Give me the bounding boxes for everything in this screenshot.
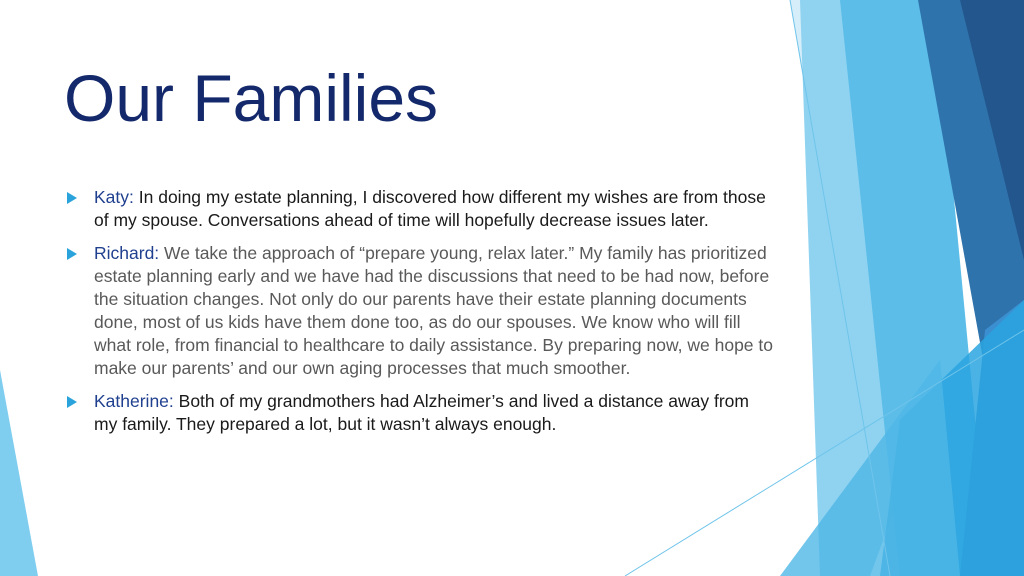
- speaker-name: Richard:: [94, 243, 160, 263]
- bullet-item-richard: [66, 242, 776, 380]
- bullet-item-katy: [66, 186, 776, 232]
- bullet-arrow-icon: [67, 396, 77, 408]
- bullet-arrow-icon: [67, 192, 77, 204]
- bullet-text: Both of my grandmothers had Alzheimer’s and lived a distance away from my family. They prepared a lot, but it wasn’t always enough.: [94, 391, 749, 434]
- bullet-list: [66, 186, 776, 446]
- left-edge-shape: [0, 370, 38, 576]
- speaker-name: Katy:: [94, 187, 134, 207]
- bullet-item-katherine: [66, 390, 776, 436]
- speaker-name: Katherine:: [94, 391, 174, 411]
- bullet-text: In doing my estate planning, I discovered how different my wishes are from those of my spouse. Conversations ahead of time will hopefully decrease issues later.: [94, 187, 766, 230]
- bullet-text: We take the approach of “prepare young, relax later.” My family has prioritized estate planning early and we have had the discussions that need to be had now, before the situation changes. Not only do our parents have their estate planning documents done, most of us kids have them done too, as do our spouses. We know who will fill what role, from financial to healthcare to daily assistance. By preparing now, we hope to make our parents’ and our own aging processes that much smoother.: [94, 243, 773, 378]
- slide-title: Our Families: [64, 61, 439, 135]
- bullet-arrow-icon: [67, 248, 77, 260]
